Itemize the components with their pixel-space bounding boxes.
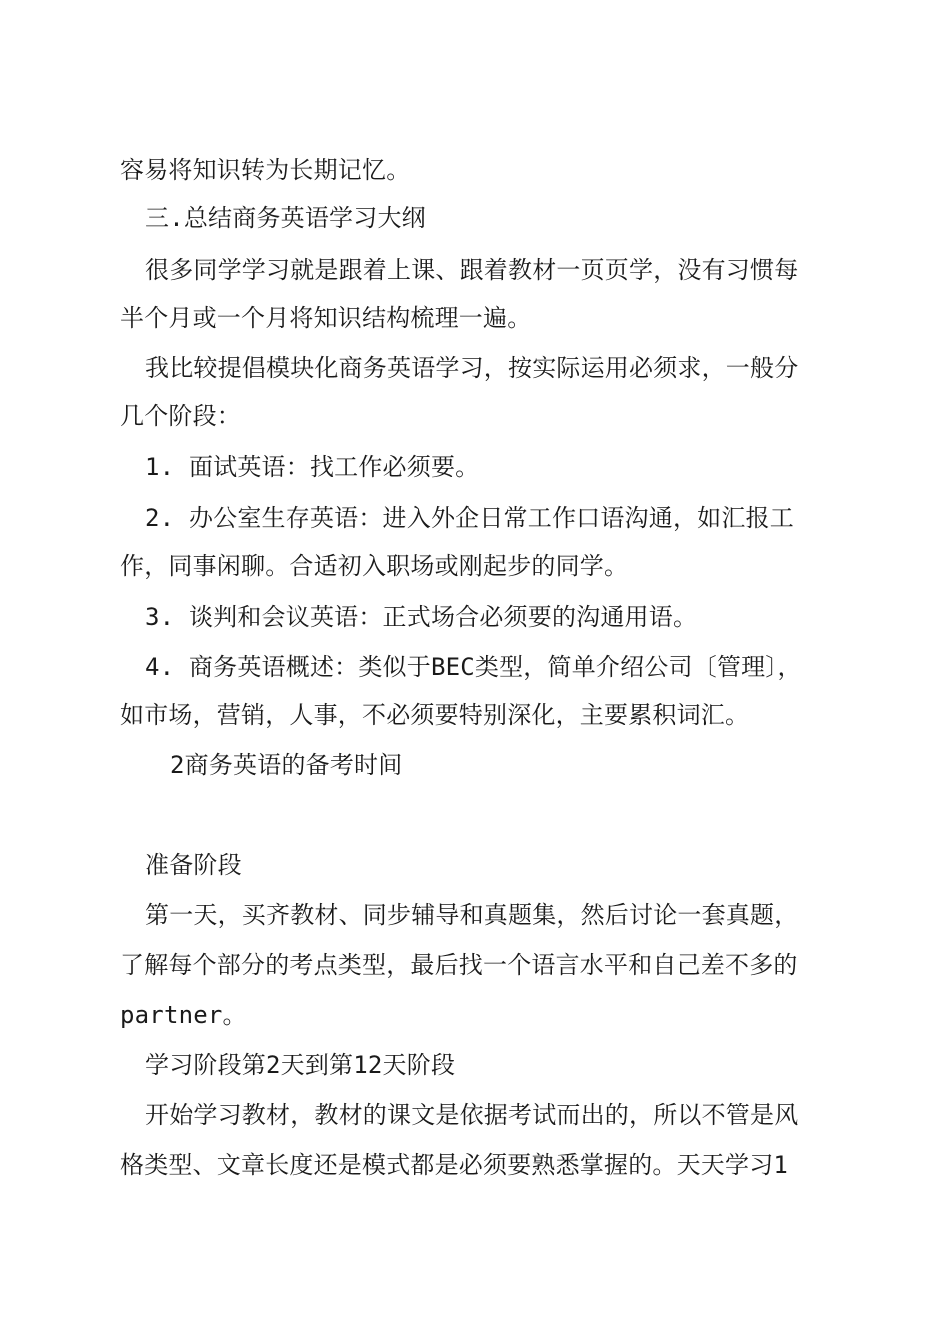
text-line-4: 半个月或一个月将知识结构梳理一遍。 <box>120 304 532 332</box>
subheading-prep: 准备阶段 <box>145 851 242 879</box>
text-line-19: 开始学习教材，教材的课文是依据考试而出的，所以不管是风 <box>145 1101 799 1129</box>
text-line-15: 第一天，买齐教材、同步辅导和真题集，然后讨论一套真题， <box>145 901 799 929</box>
list-item-1: 1. 面试英语：找工作必须要。 <box>145 453 480 481</box>
list-item-2-cont: 作，同事闲聊。合适初入职场或刚起步的同学。 <box>120 552 629 580</box>
list-item-2: 2. 办公室生存英语：进入外企日常工作口语沟通，如汇报工 <box>145 504 794 532</box>
list-item-3: 3. 谈判和会议英语：正式场合必须要的沟通用语。 <box>145 603 698 631</box>
section-heading-2: 2商务英语的备考时间 <box>170 751 403 779</box>
text-line-17: partner。 <box>120 1001 247 1029</box>
list-item-4-cont: 如市场，营销，人事，不必须要特别深化，主要累积词汇。 <box>120 701 750 729</box>
text-line-16: 了解每个部分的考点类型，最后找一个语言水平和自己差不多的 <box>120 951 798 979</box>
subheading-study: 学习阶段第2天到第12天阶段 <box>145 1051 456 1079</box>
text-line-1: 容易将知识转为长期记忆。 <box>120 156 411 184</box>
text-line-20: 格类型、文章长度还是模式都是必须要熟悉掌握的。天天学习1 <box>120 1151 789 1179</box>
list-item-4: 4. 商务英语概述：类似于BEC类型，简单介绍公司〔管理〕， <box>145 653 802 681</box>
text-line-3: 很多同学学习就是跟着上课、跟着教材一页页学，没有习惯每 <box>145 256 799 284</box>
section-heading-3: 三.总结商务英语学习大纲 <box>145 204 426 232</box>
text-line-5: 我比较提倡模块化商务英语学习，按实际运用必须求，一般分 <box>145 354 799 382</box>
text-line-6: 几个阶段： <box>120 402 241 430</box>
